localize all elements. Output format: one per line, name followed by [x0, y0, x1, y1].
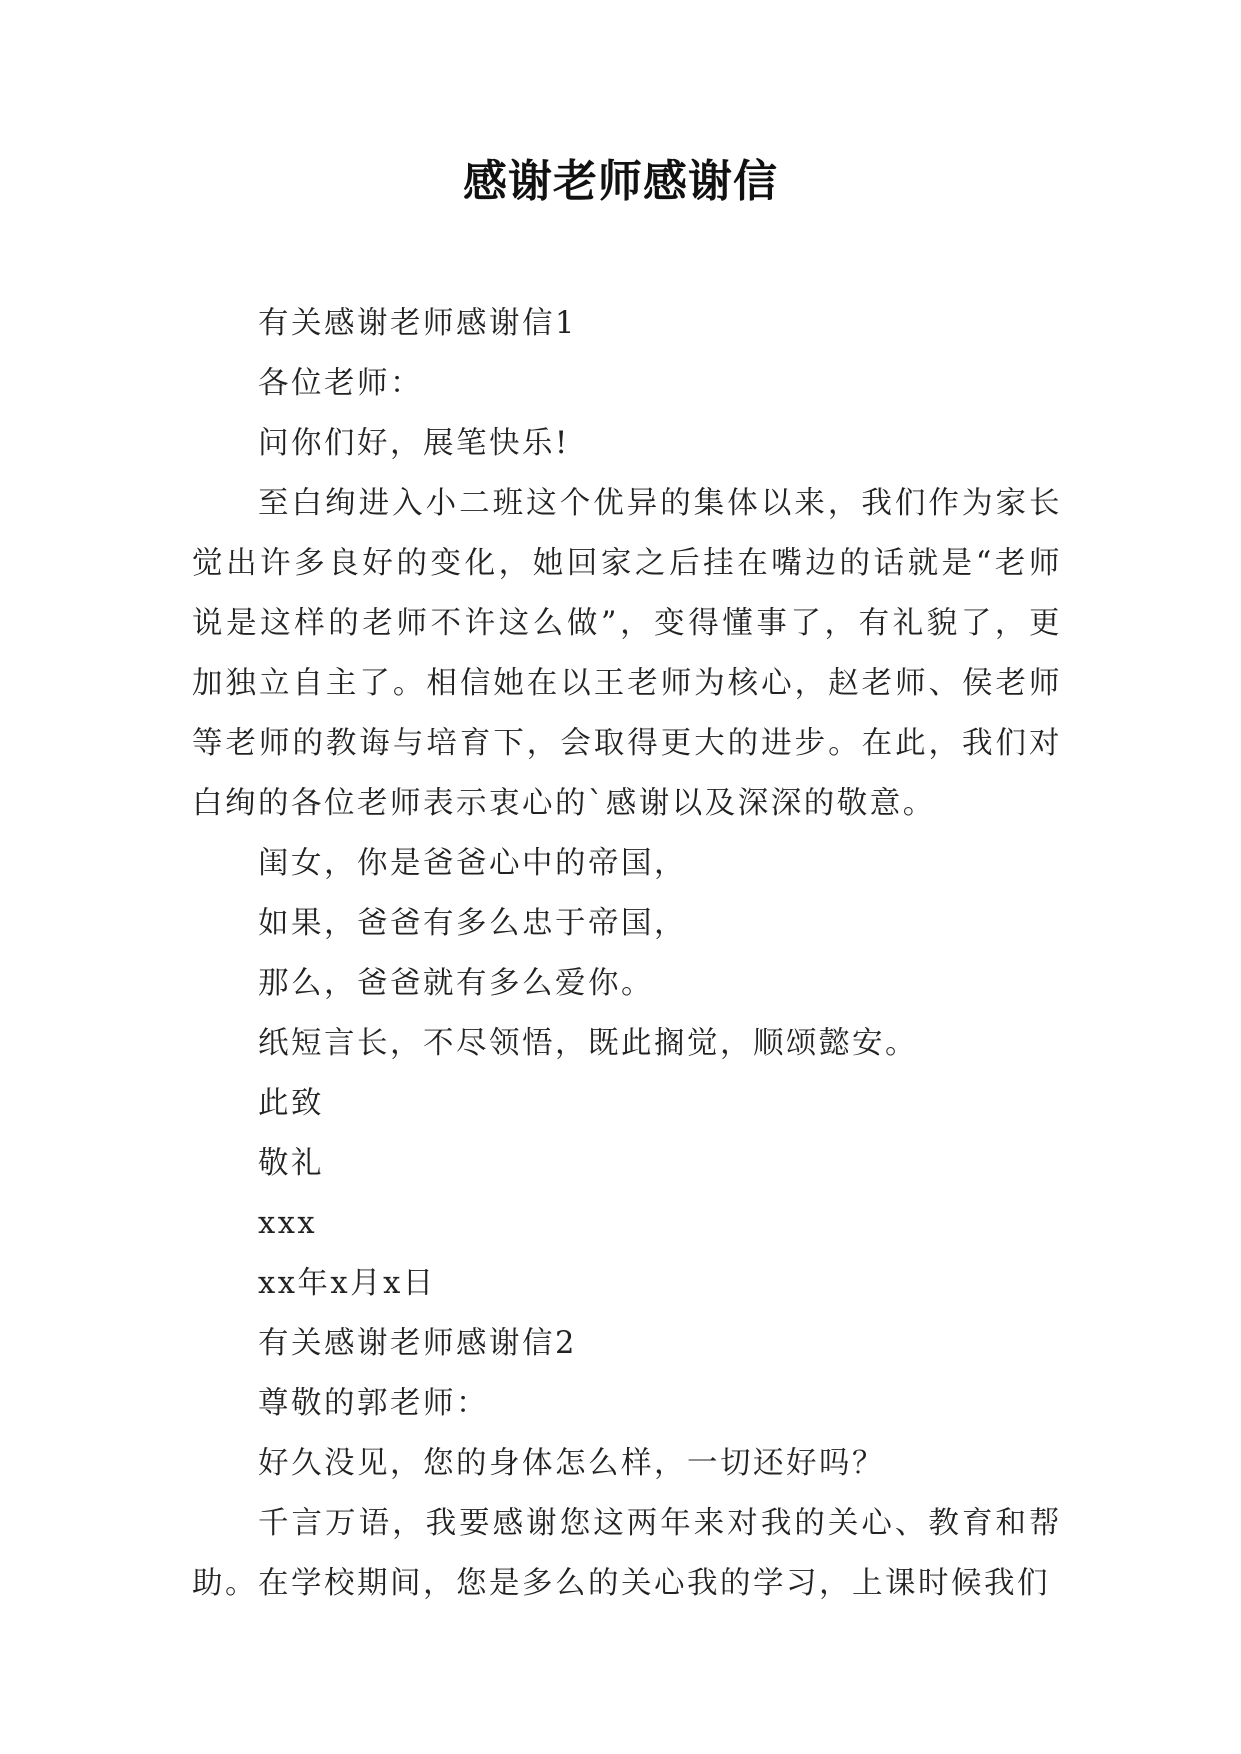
- letter-2-salutation: 尊敬的郭老师：: [258, 1386, 489, 1421]
- letter-1-closing-line: 纸短言长，不尽领悟，既此搁觉，顺颂懿安。: [258, 1026, 918, 1061]
- letter-1-heading: 有关感谢老师感谢信1: [258, 306, 577, 341]
- letter-1-verse-line: 那么，爸爸就有多么爱你。: [258, 966, 654, 1001]
- letter-2-greeting: 好久没见，您的身体怎么样，一切还好吗？: [258, 1446, 885, 1481]
- letter-1-closing-jing-li: 敬礼: [258, 1146, 324, 1181]
- letter-1-signature: xxx: [258, 1206, 318, 1241]
- letter-1-closing-ci-zhi: 此致: [258, 1086, 324, 1121]
- document-body: [192, 294, 1062, 1614]
- document-title: 感谢老师感谢信: [463, 156, 778, 207]
- letter-2-heading: 有关感谢老师感谢信2: [258, 1326, 577, 1361]
- letter-1-body-paragraph: 至白绚进入小二班这个优异的集体以来，我们作为家长觉出许多良好的变化，她回家之后挂在嘴边的话就是“老师说是这样的老师不许这么做”，变得懂事了，有礼貌了，更加独立自主了。相信她在以王老师为核心，赵老师、侯老师等老师的教诲与培育下，会取得更大的进步。在此，我们对白绚的各位老师表示衷心的`感谢以及深深的敬意。: [192, 486, 1062, 821]
- letter-1-verse-line: 如果，爸爸有多么忠于帝国，: [258, 906, 687, 941]
- letter-2-body-paragraph: 千言万语，我要感谢您这两年来对我的关心、教育和帮助。在学校期间，您是多么的关心我的学习，上课时候我们: [192, 1506, 1062, 1601]
- letter-1-salutation: 各位老师：: [258, 366, 423, 401]
- letter-1-date: xx年x月x日: [258, 1266, 436, 1301]
- letter-1-verse-line: 闺女，你是爸爸心中的帝国，: [258, 846, 687, 881]
- letter-1-greeting: 问你们好，展笔快乐!: [258, 426, 570, 461]
